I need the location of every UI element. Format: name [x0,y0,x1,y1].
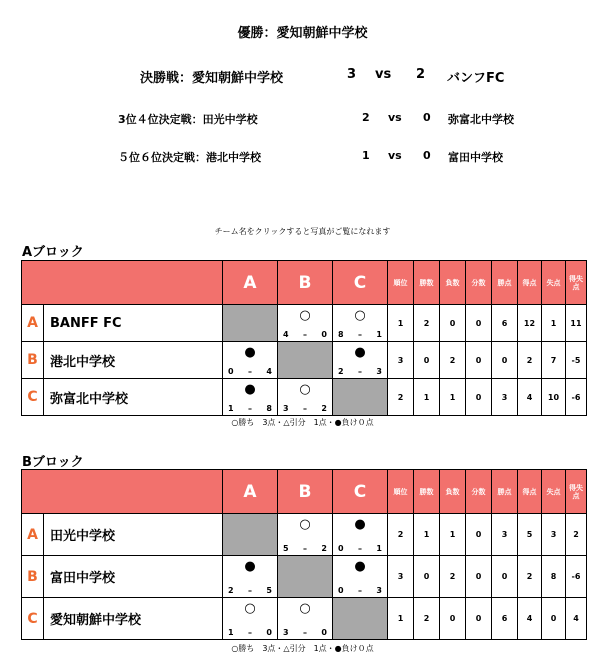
stat-cell: 2 [440,342,466,379]
header-blank [22,261,223,305]
stat-cell: 1 [440,379,466,416]
score-dash: – [358,367,362,376]
final-vs: vs [375,67,392,82]
self-match-cell [278,342,333,379]
stat-header: 勝数 [414,470,440,514]
loss-mark-icon: ● [244,345,256,360]
score-left: 0 [338,544,344,553]
stat-header: 失点 [542,261,566,305]
stat-header: 得点 [518,470,542,514]
match-result-cell [333,305,388,342]
match-score [223,367,277,376]
match-score [333,330,387,339]
stat-cell: 0 [440,305,466,342]
match-score [278,628,332,637]
match-score [278,544,332,553]
stat-cell: 2 [518,556,542,598]
win-mark-icon: ○ [299,517,311,532]
stat-header: 分数 [466,261,492,305]
score-right: 0 [266,628,272,637]
team-name-link[interactable]: 田光中学校 [44,514,223,556]
stat-cell: 4 [518,598,542,640]
score-right: 8 [266,404,272,413]
stat-cell: 11 [566,305,587,342]
stat-cell: 0 [466,379,492,416]
column-header-b: B [278,261,333,305]
self-match-cell [223,514,278,556]
stat-header: 負数 [440,470,466,514]
block-a-table [21,260,587,416]
fifth-vs: vs [388,149,402,162]
match-score [278,404,332,413]
win-mark-icon: ○ [299,601,311,616]
stat-header: 勝点 [492,470,518,514]
stat-cell: 2 [566,514,587,556]
score-dash: – [248,367,252,376]
score-right: 0 [321,628,327,637]
team-name-link[interactable]: 港北中学校 [44,342,223,379]
stat-cell: 2 [414,305,440,342]
self-match-cell [223,305,278,342]
stat-header: 順位 [388,261,414,305]
stat-cell: 12 [518,305,542,342]
stat-cell: 0 [440,598,466,640]
self-match-cell [333,598,388,640]
match-result-cell [223,598,278,640]
stat-cell: 1 [388,598,414,640]
stat-header: 得点 [518,261,542,305]
stat-cell: 6 [492,598,518,640]
stat-cell: -6 [566,556,587,598]
score-dash: – [303,404,307,413]
team-name-link[interactable]: BANFF FC [44,305,223,342]
third-opponent: 弥富北中学校 [448,113,514,126]
stat-cell: 1 [542,305,566,342]
stat-header: 順位 [388,470,414,514]
stat-cell: 3 [388,556,414,598]
score-dash: – [358,544,362,553]
stat-cell: 1 [388,305,414,342]
stat-cell: 3 [492,379,518,416]
stat-header: 勝点 [492,261,518,305]
row-letter: A [22,305,44,342]
stat-cell: 0 [542,598,566,640]
row-letter: B [22,342,44,379]
standings-row [22,514,587,556]
match-result-cell [278,514,333,556]
match-result-cell [333,514,388,556]
stat-cell: 2 [388,514,414,556]
stat-cell: 4 [566,598,587,640]
match-score [278,330,332,339]
standings-row [22,305,587,342]
standings-row [22,379,587,416]
block-a-title: Aブロック [22,245,84,260]
third-score-2: 0 [423,111,431,124]
stat-cell: 0 [466,556,492,598]
stat-cell: 2 [440,556,466,598]
match-result-cell [278,305,333,342]
row-letter: C [22,598,44,640]
self-match-cell [333,379,388,416]
score-left: 1 [228,628,234,637]
loss-mark-icon: ● [354,345,366,360]
match-result-cell [278,379,333,416]
stat-cell: 2 [414,598,440,640]
score-left: 2 [228,586,234,595]
block-b-table [21,469,587,640]
final-score-2: 2 [416,67,426,82]
score-dash: – [303,628,307,637]
score-dash: – [248,628,252,637]
score-right: 5 [266,586,272,595]
score-left: 0 [228,367,234,376]
stat-cell: 4 [518,379,542,416]
team-name-link[interactable]: 弥富北中学校 [44,379,223,416]
third-score-1: 2 [362,111,370,124]
score-left: 2 [338,367,344,376]
score-right: 3 [376,367,382,376]
fifth-score-2: 0 [423,149,431,162]
score-left: 8 [338,330,344,339]
standings-row [22,342,587,379]
score-dash: – [303,544,307,553]
match-score [333,544,387,553]
win-mark-icon: ○ [354,308,366,323]
win-mark-icon: ○ [299,382,311,397]
match-score [333,367,387,376]
column-header-a: A [223,261,278,305]
third-label: 3位４位決定戦：田光中学校 [118,113,258,126]
score-right: 2 [321,404,327,413]
fifth-opponent: 富田中学校 [448,151,503,164]
team-name-link[interactable]: 愛知朝鮮中学校 [44,598,223,640]
score-left: 1 [228,404,234,413]
row-letter: C [22,379,44,416]
score-left: 3 [283,628,289,637]
stat-header: 失点 [542,470,566,514]
stat-cell: 0 [466,342,492,379]
score-right: 1 [376,544,382,553]
match-score [223,404,277,413]
loss-mark-icon: ● [354,517,366,532]
self-match-cell [278,556,333,598]
click-note: チーム名をクリックすると写真がご覧になれます [214,227,391,236]
column-header-b: B [278,470,333,514]
score-left: 4 [283,330,289,339]
match-score [333,586,387,595]
champion-text: 優勝：愛知朝鮮中学校 [237,26,368,41]
stat-cell: 6 [492,305,518,342]
match-result-cell [333,556,388,598]
team-name-link[interactable]: 富田中学校 [44,556,223,598]
stat-cell: 1 [440,514,466,556]
stat-header: 負数 [440,261,466,305]
stat-header: 得失点 [566,470,587,514]
fifth-score-1: 1 [362,149,370,162]
stat-cell: 7 [542,342,566,379]
stat-header: 得失点 [566,261,587,305]
loss-mark-icon: ● [244,559,256,574]
final-label: 決勝戦：愛知朝鮮中学校 [140,71,284,86]
score-dash: – [248,586,252,595]
stat-cell: 10 [542,379,566,416]
score-dash: – [358,330,362,339]
stat-header: 分数 [466,470,492,514]
final-score-1: 3 [347,67,357,82]
score-dash: – [248,404,252,413]
score-left: 5 [283,544,289,553]
block-b-title: Bブロック [22,455,84,470]
stat-cell: 1 [414,514,440,556]
row-letter: A [22,514,44,556]
stat-cell: 2 [518,342,542,379]
stat-cell: -5 [566,342,587,379]
stat-cell: 1 [414,379,440,416]
stat-cell: 0 [466,514,492,556]
stat-cell: 0 [414,342,440,379]
match-score [223,586,277,595]
stat-cell: 0 [466,598,492,640]
win-mark-icon: ○ [244,601,256,616]
row-letter: B [22,556,44,598]
score-right: 3 [376,586,382,595]
score-left: 3 [283,404,289,413]
standings-row [22,556,587,598]
score-right: 1 [376,330,382,339]
block-b-legend: ○勝ち 3点・△引分 1点・●負け０点 [231,644,374,653]
header-blank [22,470,223,514]
match-result-cell [223,342,278,379]
score-right: 2 [321,544,327,553]
stat-cell: 2 [388,379,414,416]
stat-cell: -6 [566,379,587,416]
win-mark-icon: ○ [299,308,311,323]
match-result-cell [333,342,388,379]
stat-cell: 3 [542,514,566,556]
score-left: 0 [338,586,344,595]
final-opponent: バンフFC [447,71,505,86]
match-score [223,628,277,637]
column-header-a: A [223,470,278,514]
stat-cell: 0 [414,556,440,598]
score-dash: – [358,586,362,595]
loss-mark-icon: ● [244,382,256,397]
stat-cell: 8 [542,556,566,598]
stat-cell: 5 [518,514,542,556]
fifth-label: ５位６位決定戦：港北中学校 [118,151,261,164]
score-right: 4 [266,367,272,376]
block-a-legend: ○勝ち 3点・△引分 1点・●負け０点 [231,418,374,427]
match-result-cell [278,598,333,640]
stat-cell: 3 [388,342,414,379]
third-vs: vs [388,111,402,124]
match-result-cell [223,379,278,416]
stat-header: 勝数 [414,261,440,305]
stat-cell: 0 [466,305,492,342]
stat-cell: 0 [492,342,518,379]
stat-cell: 3 [492,514,518,556]
stat-cell: 0 [492,556,518,598]
loss-mark-icon: ● [354,559,366,574]
match-result-cell [223,556,278,598]
standings-row [22,598,587,640]
score-dash: – [303,330,307,339]
column-header-c: C [333,261,388,305]
score-right: 0 [321,330,327,339]
column-header-c: C [333,470,388,514]
